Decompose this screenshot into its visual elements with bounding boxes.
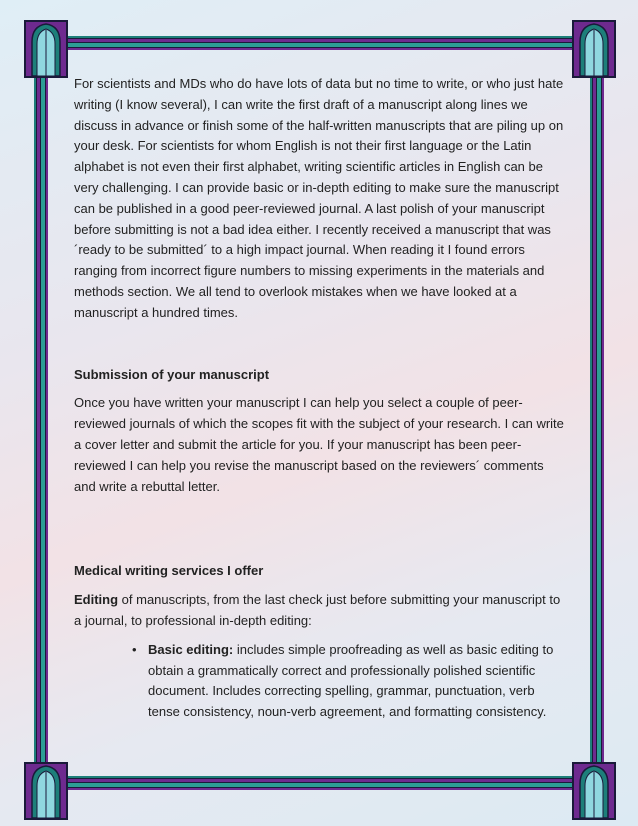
- gothic-window-icon: [572, 762, 616, 820]
- submission-heading: Submission of your manuscript: [74, 366, 270, 382]
- list-item: [124, 640, 566, 723]
- document-content: [74, 74, 566, 723]
- gothic-window-icon: [572, 20, 616, 78]
- gothic-window-icon: [24, 20, 68, 78]
- gothic-window-icon: [24, 762, 68, 820]
- services-heading: Medical writing services I offer: [74, 563, 264, 579]
- border-bottom: [48, 776, 590, 790]
- bullet-icon: •: [132, 641, 137, 657]
- bullet-text: includes simple proofreading as well as basic editing to obtain a grammatically correct and professionally polished scientific document. Includes correcting spelling, grammar, punctuation, verb tense consistency, noun-verb agreement, and formatting consistency.: [148, 641, 554, 720]
- border-top: [48, 36, 590, 50]
- editing-paragraph: [74, 590, 566, 632]
- services-list: [74, 640, 566, 723]
- intro-paragraph: For scientists and MDs who do have lots of data but no time to write, or who just hate writing (I know several), I can write the first draft of a manuscript along lines we discuss in advance or finish some of the half-written manuscripts that are piling up on your desk. For scientists for whom English is not their first language or the Latin alphabet is not even their first alphabet, writing scientific articles in English can be very challenging. I can provide basic or in-depth editing to make sure the manuscript can be published in a good peer-reviewed journal. A last polish of your manuscript before submitting is not a bad idea either. I recently received a manuscript that was ´ready to be submitted´ to a high impact journal. When reading it I found errors ranging from incorrect figure numbers to missing experiments in the materials and methods section. We all tend to overlook mistakes when we have looked at a manuscript a hundred times.: [74, 76, 564, 320]
- bullet-label: Basic editing:: [148, 641, 234, 657]
- editing-text: of manuscripts, from the last check just before submitting your manuscript to a journal, to professional in-depth editing:: [74, 592, 561, 628]
- border-left: [34, 72, 48, 762]
- submission-paragraph: Once you have written your manuscript I can help you select a couple of peer-reviewed journals of which the scopes fit with the subject of your research. I can write a cover letter and submit the article for you. If your manuscript has been peer-reviewed I can help you revise the manuscript based on the reviewers´ comments and write a rebuttal letter.: [74, 395, 564, 494]
- border-right: [590, 72, 604, 762]
- editing-label: Editing: [74, 592, 119, 608]
